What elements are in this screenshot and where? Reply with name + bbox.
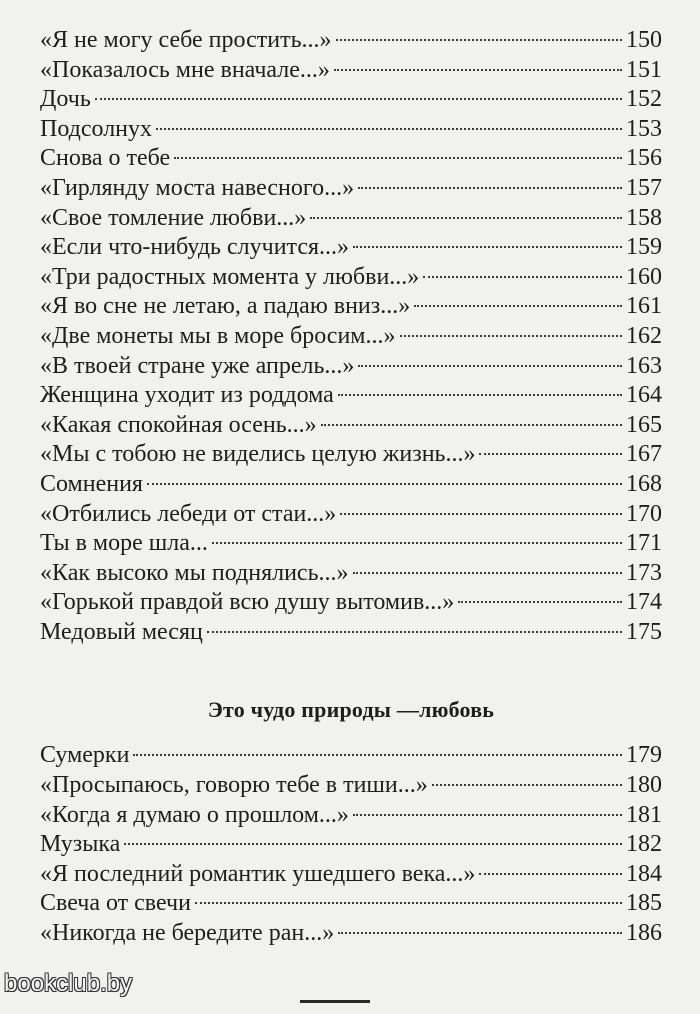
- toc-entry-title: «Гирлянду моста навесного...»: [40, 174, 355, 201]
- toc-entry: [40, 144, 662, 174]
- toc-entry: [40, 801, 662, 831]
- dot-leader: [358, 187, 622, 189]
- toc-entry-page-number: 161: [626, 293, 662, 320]
- toc-entry: [40, 204, 662, 234]
- toc-entry: [40, 500, 662, 530]
- dot-leader: [353, 246, 622, 248]
- toc-entry-title: «Какая спокойная осень...»: [40, 411, 317, 438]
- toc-entry-title: «Просыпаюсь, говорю тебе в тиши...»: [40, 772, 428, 799]
- dot-leader: [353, 572, 622, 574]
- toc-entry-page-number: 186: [626, 920, 662, 947]
- toc-entry-title: «Свое томление любви...»: [40, 204, 307, 231]
- toc-entry-title: «Три радостных момента у любви...»: [40, 263, 420, 290]
- dot-leader: [423, 276, 622, 278]
- dot-leader: [147, 483, 622, 485]
- toc-entry-page-number: 184: [626, 860, 662, 887]
- dot-leader: [336, 39, 622, 41]
- toc-page: [40, 26, 662, 949]
- toc-entry: [40, 85, 662, 115]
- section-title: Это чудо природы —любовь: [207, 697, 495, 723]
- dot-leader: [310, 217, 622, 219]
- toc-entry: [40, 411, 662, 441]
- toc-entry: [40, 830, 662, 860]
- dot-leader: [212, 542, 622, 544]
- toc-entry-page-number: 160: [626, 263, 662, 290]
- toc-entry-title: Сомнения: [40, 470, 143, 497]
- toc-entry-title: «Отбились лебеди от стаи...»: [40, 500, 337, 527]
- toc-entry: [40, 529, 662, 559]
- toc-entry-title: Музыка: [40, 831, 121, 858]
- toc-list-part1: [40, 26, 662, 647]
- toc-entry-page-number: 173: [626, 559, 662, 586]
- toc-entry-title: «Когда я думаю о прошлом...»: [40, 801, 349, 828]
- dot-leader: [479, 453, 622, 455]
- toc-entry: [40, 741, 662, 771]
- toc-entry-title: «Горькой правдой всю душу вытомив...»: [40, 589, 455, 616]
- toc-entry-title: Сумерки: [40, 742, 130, 769]
- toc-entry: [40, 174, 662, 204]
- toc-entry-title: Ты в море шла...: [40, 530, 208, 557]
- dot-leader: [338, 932, 622, 934]
- toc-entry: [40, 115, 662, 145]
- footer-rule: [300, 1000, 370, 1003]
- toc-entry-title: «Две монеты мы в море бросим...»: [40, 322, 396, 349]
- toc-entry-title: «Показалось мне вначале...»: [40, 56, 330, 83]
- toc-entry-title: Медовый месяц: [40, 618, 203, 645]
- toc-entry-page-number: 165: [626, 411, 662, 438]
- dot-leader: [156, 128, 622, 130]
- toc-entry-title: Свеча от свечи: [40, 890, 191, 917]
- toc-entry-page-number: 156: [626, 145, 662, 172]
- toc-entry: [40, 56, 662, 86]
- toc-entry-title: «Как высоко мы поднялись...»: [40, 559, 349, 586]
- toc-entry-page-number: 182: [626, 831, 662, 858]
- dot-leader: [133, 754, 622, 756]
- toc-entry-title: «Мы с тобою не виделись целую жизнь...»: [40, 441, 476, 468]
- toc-entry: [40, 919, 662, 949]
- dot-leader: [195, 902, 622, 904]
- dot-leader: [414, 305, 622, 307]
- toc-entry-page-number: 167: [626, 441, 662, 468]
- toc-entry: [40, 470, 662, 500]
- toc-entry: [40, 322, 662, 352]
- toc-entry-page-number: 159: [626, 234, 662, 261]
- toc-entry-page-number: 179: [626, 742, 662, 769]
- toc-entry: [40, 860, 662, 890]
- toc-entry-page-number: 164: [626, 382, 662, 409]
- dot-leader: [124, 843, 622, 845]
- watermark: bookclub.by: [4, 970, 133, 997]
- toc-entry-page-number: 158: [626, 204, 662, 231]
- toc-entry-page-number: 157: [626, 174, 662, 201]
- toc-entry-title: Снова о тебе: [40, 145, 171, 172]
- toc-entry: [40, 440, 662, 470]
- dot-leader: [358, 365, 622, 367]
- toc-entry-title: Дочь: [40, 86, 91, 113]
- dot-leader: [353, 814, 622, 816]
- toc-entry-title: «Я во сне не летаю, а падаю вниз...»: [40, 293, 411, 320]
- toc-entry-title: «Я последний романтик ушедшего века...»: [40, 860, 476, 887]
- toc-entry: [40, 263, 662, 293]
- toc-entry: [40, 771, 662, 801]
- toc-entry: [40, 26, 662, 56]
- toc-entry-title: «Никогда не бередите ран...»: [40, 920, 335, 947]
- toc-entry-page-number: 171: [626, 530, 662, 557]
- toc-entry: [40, 588, 662, 618]
- dot-leader: [432, 784, 622, 786]
- dot-leader: [458, 601, 622, 603]
- toc-entry-page-number: 170: [626, 500, 662, 527]
- toc-entry: [40, 352, 662, 382]
- dot-leader: [338, 394, 622, 396]
- toc-entry-page-number: 181: [626, 801, 662, 828]
- toc-entry: [40, 559, 662, 589]
- toc-entry-page-number: 185: [626, 890, 662, 917]
- toc-entry-page-number: 180: [626, 772, 662, 799]
- toc-entry: [40, 292, 662, 322]
- toc-entry: [40, 618, 662, 648]
- toc-entry-title: «В твоей стране уже апрель...»: [40, 352, 355, 379]
- toc-entry-page-number: 150: [626, 27, 662, 53]
- toc-entry-page-number: 162: [626, 322, 662, 349]
- toc-entry-page-number: 153: [626, 115, 662, 142]
- toc-entry-title: Подсолнух: [40, 115, 153, 142]
- toc-entry-page-number: 152: [626, 86, 662, 113]
- toc-entry-title: «Я не могу себе простить...»: [40, 27, 332, 53]
- toc-entry-page-number: 151: [626, 56, 662, 83]
- toc-entry-page-number: 174: [626, 589, 662, 616]
- dot-leader: [174, 157, 622, 159]
- dot-leader: [207, 631, 622, 633]
- toc-entry-title: Женщина уходит из роддома: [40, 382, 334, 409]
- toc-list-part2: [40, 741, 662, 948]
- toc-entry-title: «Если что-нибудь случится...»: [40, 234, 350, 261]
- dot-leader: [400, 335, 623, 337]
- dot-leader: [334, 69, 622, 71]
- toc-entry: [40, 381, 662, 411]
- toc-entry-page-number: 168: [626, 470, 662, 497]
- toc-entry-page-number: 163: [626, 352, 662, 379]
- toc-entry-page-number: 175: [626, 618, 662, 645]
- dot-leader: [340, 513, 622, 515]
- dot-leader: [95, 98, 622, 100]
- dot-leader: [479, 873, 622, 875]
- toc-entry: [40, 889, 662, 919]
- dot-leader: [321, 424, 622, 426]
- toc-entry: [40, 233, 662, 263]
